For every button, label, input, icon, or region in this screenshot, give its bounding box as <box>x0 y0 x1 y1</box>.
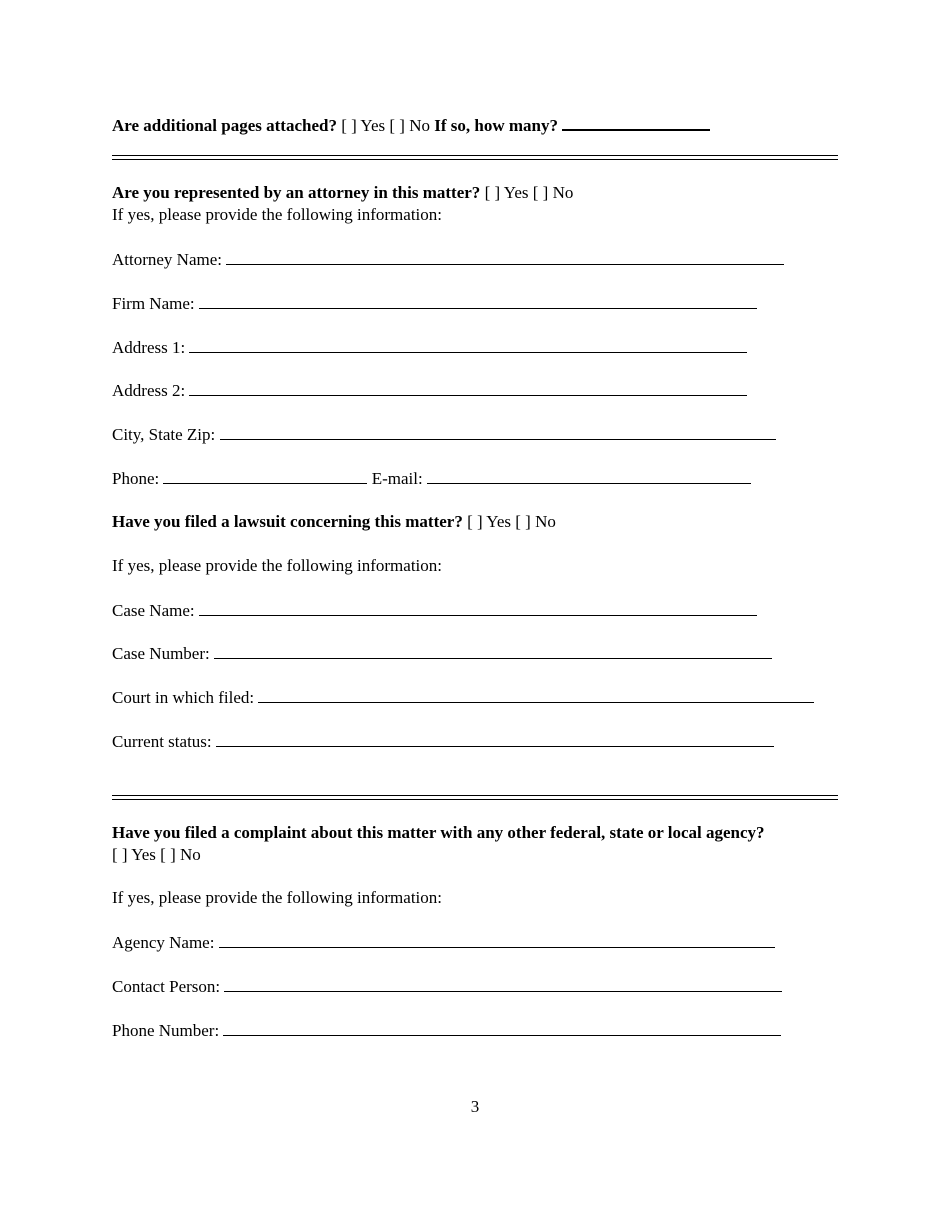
attorney-name-label: Attorney Name: <box>112 250 222 269</box>
section-divider <box>112 795 838 800</box>
contact-person-label: Contact Person: <box>112 977 221 996</box>
agency-name-label: Agency Name: <box>112 933 215 952</box>
phone-number-field[interactable] <box>223 1020 781 1036</box>
attorney-name-row <box>112 249 784 270</box>
firm-name-row <box>112 293 757 314</box>
pages-count-field[interactable] <box>562 114 710 131</box>
address1-field[interactable] <box>189 337 747 353</box>
court-field[interactable] <box>258 687 814 703</box>
pages-count-question: If so, how many? <box>434 116 558 135</box>
section-divider <box>112 155 838 160</box>
case-number-row <box>112 643 772 664</box>
city-state-zip-label: City, State Zip: <box>112 425 216 444</box>
lawsuit-question: Have you filed a lawsuit concerning this matter? <box>112 512 463 531</box>
phone-number-row <box>112 1020 781 1041</box>
email-label: E-mail: <box>371 469 423 488</box>
attorney-instruction: If yes, please provide the following information: <box>112 205 442 224</box>
attorney-options[interactable]: [ ] Yes [ ] No <box>484 183 574 202</box>
case-number-field[interactable] <box>214 643 772 659</box>
address2-field[interactable] <box>189 380 747 396</box>
phone-field[interactable] <box>163 468 367 484</box>
address2-row <box>112 380 747 401</box>
firm-name-label: Firm Name: <box>112 294 195 313</box>
attorney-question-line <box>112 183 573 203</box>
lawsuit-instruction: If yes, please provide the following information: <box>112 556 442 575</box>
case-name-row <box>112 600 757 621</box>
phone-number-label: Phone Number: <box>112 1021 220 1040</box>
lawsuit-question-line <box>112 512 556 532</box>
complaint-instruction: If yes, please provide the following information: <box>112 888 442 907</box>
attorney-name-field[interactable] <box>226 249 784 265</box>
email-field[interactable] <box>427 468 751 484</box>
city-state-zip-field[interactable] <box>220 424 776 440</box>
status-label: Current status: <box>112 732 212 751</box>
contact-person-field[interactable] <box>224 976 782 992</box>
complaint-question-text: Have you filed a complaint about this matter with any other federal, state or local agency? <box>112 823 765 842</box>
phone-label: Phone: <box>112 469 160 488</box>
address2-label: Address 2: <box>112 381 186 400</box>
pages-attached-line <box>112 114 710 136</box>
page-number: 3 <box>470 1097 480 1116</box>
agency-name-field[interactable] <box>219 932 775 948</box>
phone-email-row <box>112 468 751 489</box>
case-number-label: Case Number: <box>112 644 210 663</box>
case-name-field[interactable] <box>199 600 757 616</box>
court-row <box>112 687 814 708</box>
case-name-label: Case Name: <box>112 601 195 620</box>
address1-label: Address 1: <box>112 338 186 357</box>
complaint-question <box>112 823 765 843</box>
pages-attached-options[interactable]: [ ] Yes [ ] No <box>341 116 430 135</box>
agency-name-row <box>112 932 775 953</box>
attorney-question: Are you represented by an attorney in this matter? <box>112 183 481 202</box>
complaint-options[interactable]: [ ] Yes [ ] No <box>112 845 201 864</box>
city-state-zip-row <box>112 424 776 445</box>
firm-name-field[interactable] <box>199 293 757 309</box>
lawsuit-options[interactable]: [ ] Yes [ ] No <box>467 512 556 531</box>
status-field[interactable] <box>216 731 774 747</box>
contact-person-row <box>112 976 782 997</box>
court-label: Court in which filed: <box>112 688 255 707</box>
pages-attached-question: Are additional pages attached? <box>112 116 337 135</box>
address1-row <box>112 337 747 358</box>
status-row <box>112 731 774 752</box>
